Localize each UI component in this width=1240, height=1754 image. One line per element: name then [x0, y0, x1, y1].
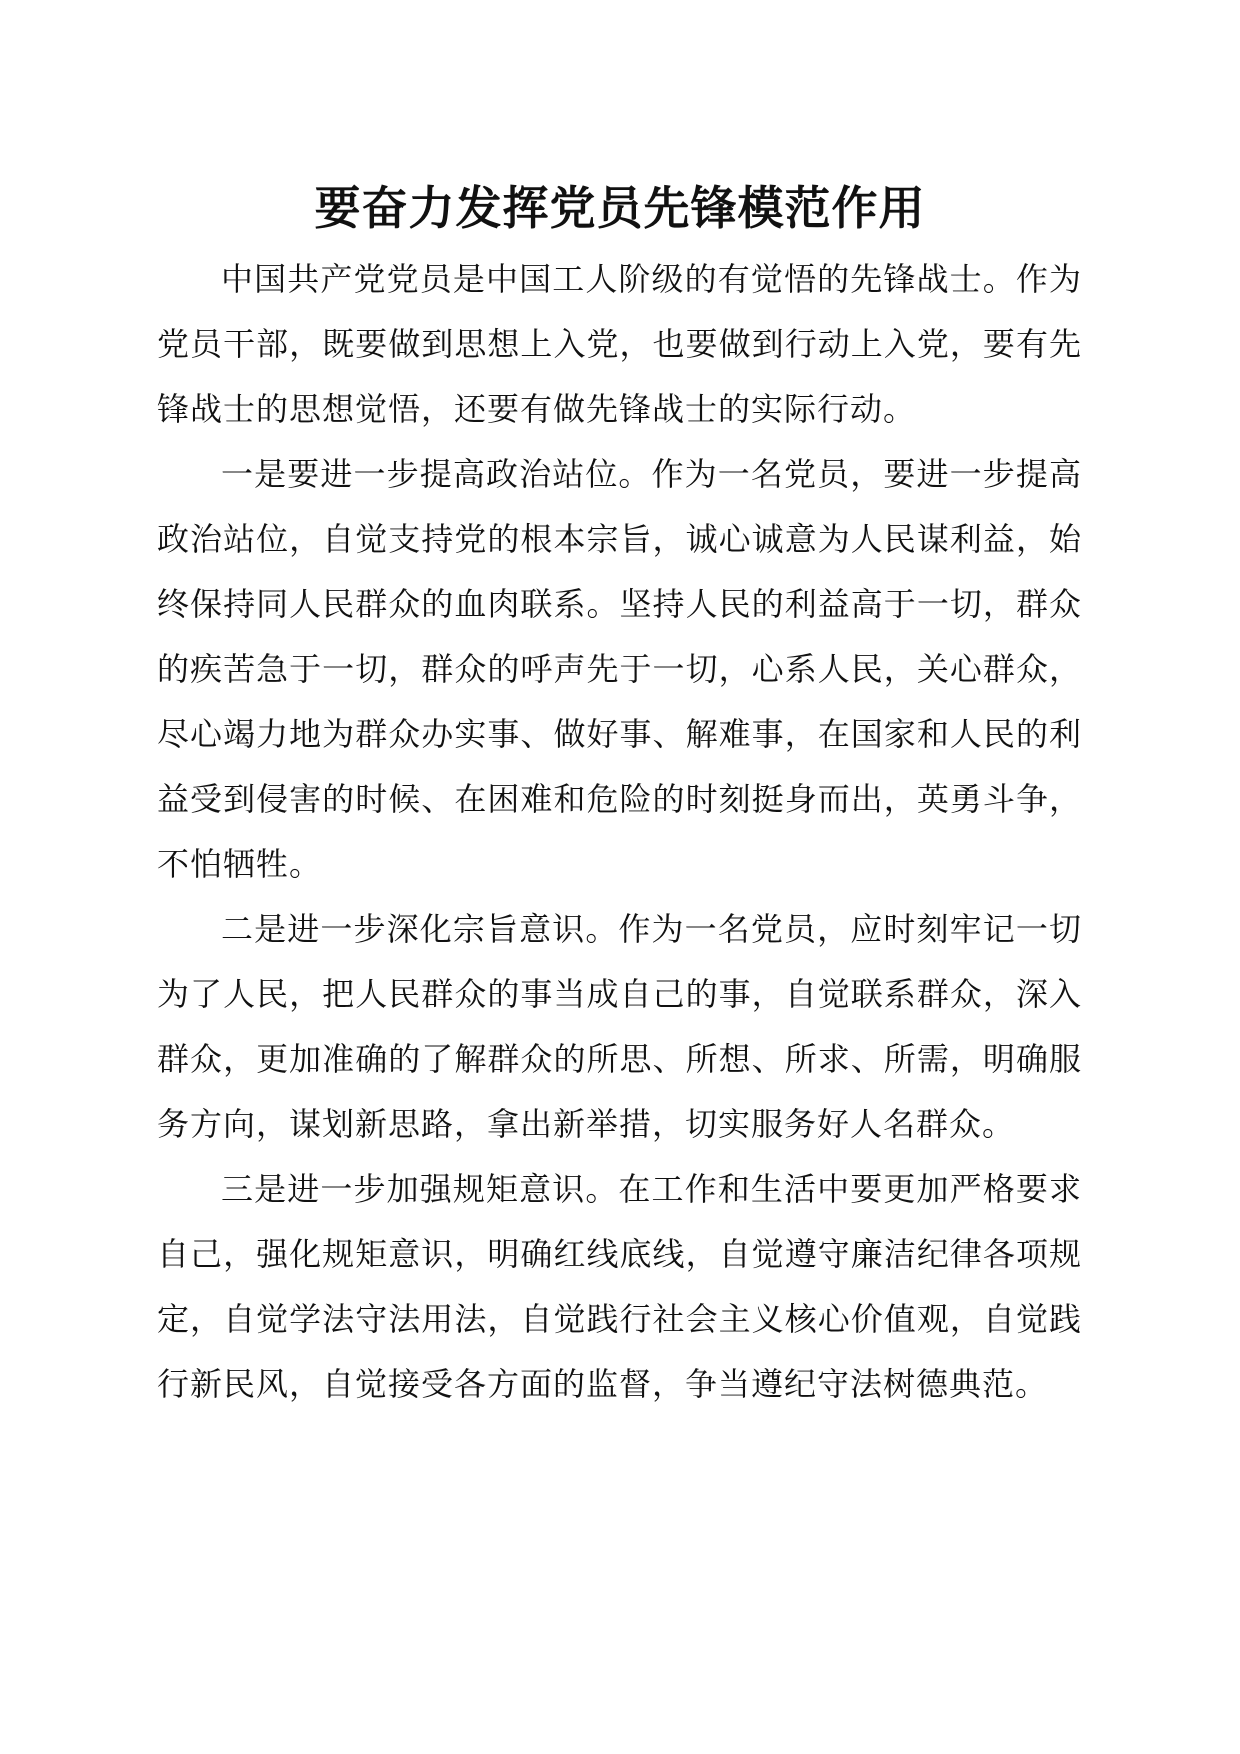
paragraph-point-3: 三是进一步加强规矩意识。在工作和生活中要更加严格要求自己，强化规矩意识，明确红线底线，自觉遵守廉洁纪律各项规定，自觉学法守法用法，自觉践行社会主义核心价值观，自觉践行新民风，自觉接受各方面的监督，争当遵纪守法树德典范。 — [157, 1170, 1082, 1403]
document-body — [157, 247, 1082, 1417]
paragraph-point-1: 一是要进一步提高政治站位。作为一名党员，要进一步提高政治站位，自觉支持党的根本宗旨，诚心诚意为人民谋利益，始终保持同人民群众的血肉联系。坚持人民的利益高于一切，群众的疾苦急于一切，群众的呼声先于一切，心系人民，关心群众，尽心竭力地为群众办实事、做好事、解难事，在国家和人民的利益受到侵害的时候、在困难和危险的时刻挺身而出，英勇斗争，不怕牺牲。 — [157, 455, 1082, 883]
document-title: 要奋力发挥党员先锋模范作用 — [314, 181, 926, 235]
paragraph-point-2: 二是进一步深化宗旨意识。作为一名党员，应时刻牢记一切为了人民，把人民群众的事当成自己的事，自觉联系群众，深入群众，更加准确的了解群众的所思、所想、所求、所需，明确服务方向，谋划新思路，拿出新举措，切实服务好人名群众。 — [157, 910, 1082, 1143]
paragraph-intro: 中国共产党党员是中国工人阶级的有觉悟的先锋战士。作为党员干部，既要做到思想上入党，也要做到行动上入党，要有先锋战士的思想觉悟，还要有做先锋战士的实际行动。 — [157, 260, 1082, 428]
